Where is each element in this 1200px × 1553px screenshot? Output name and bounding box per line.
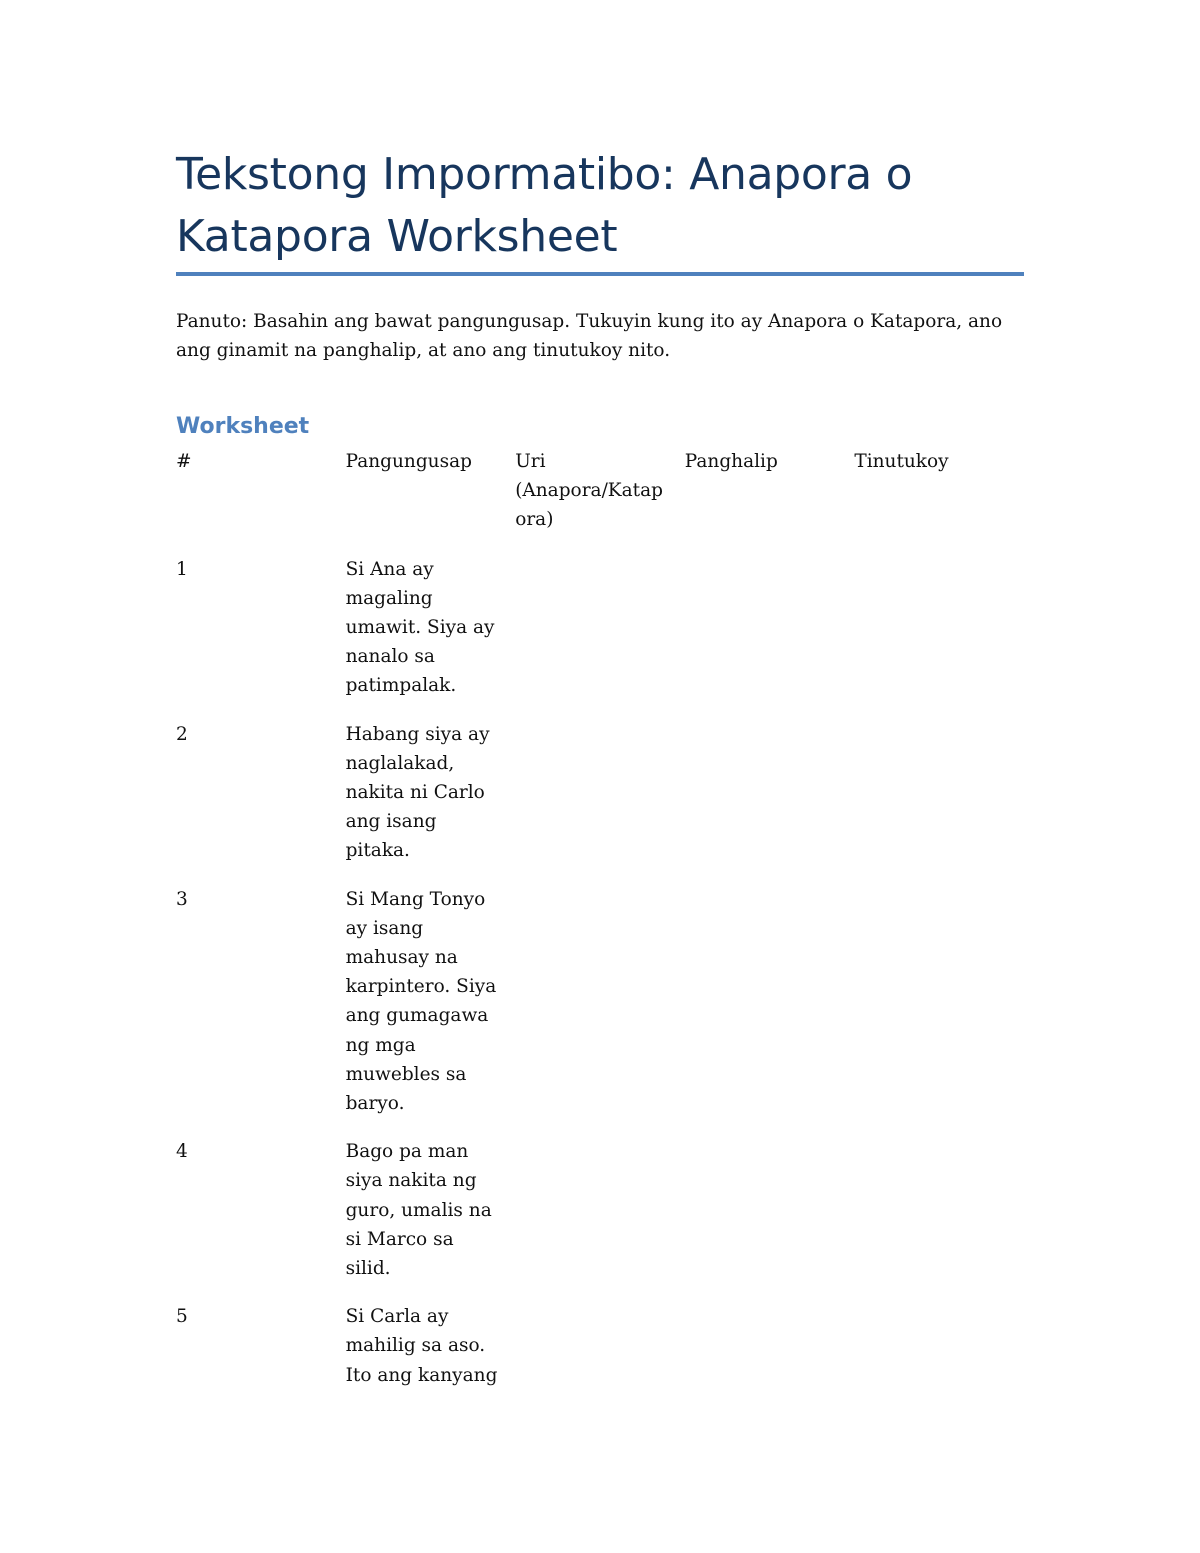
row-uri-cell[interactable]	[515, 1137, 685, 1302]
row-panghalip-cell[interactable]	[685, 555, 855, 720]
row-number: 2	[176, 723, 188, 745]
table-row	[176, 1302, 1024, 1409]
row-uri-cell[interactable]	[515, 1302, 685, 1409]
row-uri-cell[interactable]	[515, 555, 685, 720]
row-tinutukoy-cell[interactable]	[854, 885, 1024, 1138]
row-sentence: Si Mang Tonyo ay isang mahusay na karpintero. Siya ang gumagawa ng mga muwebles sa baryo.	[345, 888, 497, 1115]
table-row	[176, 555, 1024, 720]
instructions-paragraph: Panuto: Basahin ang bawat pangungusap. Tukuyin kung ito ay Anapora o Katapora, ano ang ginamit na panghalip, at ano ang tinutukoy nito.	[176, 311, 1003, 361]
title-underline-rule	[176, 272, 1024, 276]
row-sentence: Si Carla ay mahilig sa aso. Ito ang kanyang	[345, 1306, 498, 1386]
table-row	[176, 1137, 1024, 1302]
row-tinutukoy-cell[interactable]	[854, 555, 1024, 720]
table-row	[176, 885, 1024, 1138]
header-tinutukoy: Tinutukoy	[854, 451, 949, 472]
row-number: 3	[176, 888, 188, 910]
row-tinutukoy-cell[interactable]	[854, 1302, 1024, 1409]
row-tinutukoy-cell[interactable]	[854, 1137, 1024, 1302]
row-tinutukoy-cell[interactable]	[854, 720, 1024, 885]
row-sentence: Si Ana ay magaling umawit. Siya ay nanalo sa patimpalak.	[345, 558, 495, 697]
row-sentence: Bago pa man siya nakita ng guro, umalis na si Marco sa silid.	[345, 1141, 492, 1280]
header-pangungusap: Pangungusap	[345, 451, 472, 472]
row-number: 5	[176, 1306, 188, 1328]
worksheet-table	[176, 447, 1024, 1409]
document-title: Tekstong Impormatibo: Anapora o Katapora Worksheet	[176, 149, 913, 262]
row-uri-cell[interactable]	[515, 885, 685, 1138]
table-row	[176, 720, 1024, 885]
row-uri-cell[interactable]	[515, 720, 685, 885]
row-panghalip-cell[interactable]	[685, 1137, 855, 1302]
row-panghalip-cell[interactable]	[685, 1302, 855, 1409]
row-sentence: Habang siya ay naglalakad, nakita ni Carlo ang isang pitaka.	[345, 723, 490, 862]
row-panghalip-cell[interactable]	[685, 885, 855, 1138]
row-number: 1	[176, 558, 188, 580]
row-number: 4	[176, 1141, 188, 1163]
header-uri: Uri (Anapora/Katapora)	[515, 451, 663, 531]
table-header-row	[176, 447, 1024, 555]
header-panghalip: Panghalip	[684, 451, 778, 472]
row-panghalip-cell[interactable]	[685, 720, 855, 885]
header-number: #	[176, 451, 192, 472]
section-heading-worksheet: Worksheet	[176, 414, 310, 439]
